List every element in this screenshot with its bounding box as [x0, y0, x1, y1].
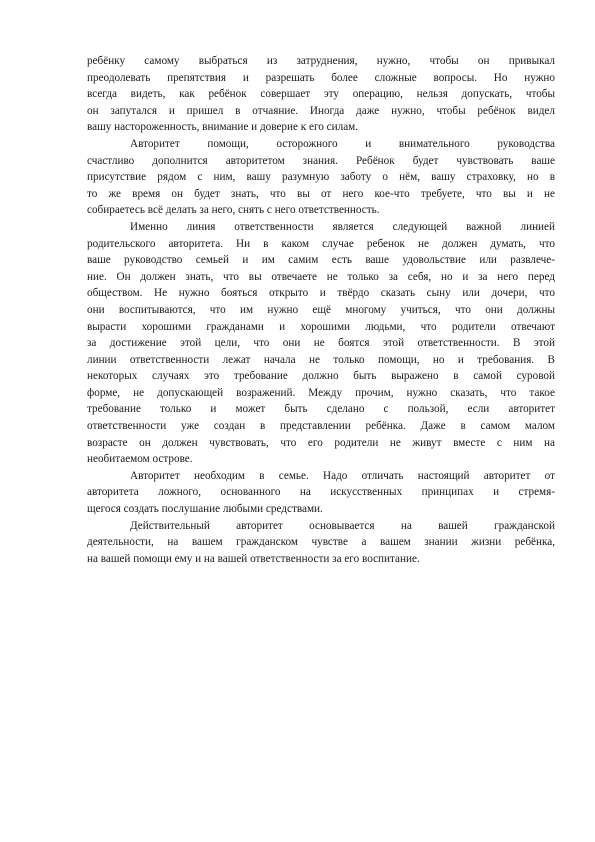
text-line: всегда видеть, как ребёнок совершает эту операцию, нельзя допускать, чтобы — [87, 88, 555, 101]
text-line: требование только и может быть сделано с пользой, если авторитет — [87, 403, 555, 416]
text-line: ребёнку самому выбраться из затруднения, нужно, чтобы он привыкал — [87, 55, 555, 67]
paragraph — [87, 136, 555, 219]
text-line: ние. Он должен знать, что вы отвечаете не только за себя, но и за него перед — [87, 270, 555, 283]
text-line: собираетесь всё делать за него, снять с него ответственность. — [87, 204, 380, 217]
text-line: Авторитет необходим в семье. Надо отличать настоящий авторитет от — [130, 469, 555, 482]
text-line: Действительный авторитет основывается на вашей гражданской — [130, 519, 555, 532]
text-line: счастливо дополнится авторитетом знания. Ребёнок будет чувствовать ваше — [87, 154, 555, 167]
text-line: необитаемом острове. — [87, 453, 193, 466]
text-line: на вашей помощи ему и на вашей ответственности за его воспитание. — [87, 552, 420, 565]
text-line: то же время он будет знать, что вы от него кое-что требуете, что вы и не — [87, 187, 555, 200]
text-line: возрасте он должен чувствовать, что его родители не живут вместе с ним на — [87, 436, 555, 449]
text-line: Авторитет помощи, осторожного и внимательного руководства — [130, 137, 555, 150]
text-line: они воспитываются, что им нужно ещё многому учиться, что они должны — [87, 303, 555, 316]
paragraph — [87, 219, 555, 468]
paragraph — [87, 518, 555, 568]
text-line: линии ответственности лежат начала не только помощи, но и требования. В — [87, 353, 555, 366]
text-line: деятельности, на вашем гражданском чувстве а вашем знании жизни ребёнка, — [87, 536, 555, 549]
text-line: авторитета ложного, основанного на искусственных принципах и стремя- — [87, 486, 555, 499]
paragraph — [87, 468, 555, 518]
text-line: он запутался и пришел в отчаяние. Иногда даже нужно, чтобы ребёнок видел — [87, 104, 555, 117]
paragraph — [87, 53, 555, 136]
document-body-text — [87, 53, 555, 567]
text-line: Именно линия ответственности является следующей важной линией — [130, 220, 555, 233]
text-line: некоторых случаях это требование должно быть выражено в самой суровой — [87, 370, 555, 383]
text-line: присутствие рядом с ним, вашу разумную заботу о нём, вашу страховку, но в — [87, 171, 555, 184]
text-line: преодолевать препятствия и разрешать более сложные вопросы. Но нужно — [87, 71, 555, 84]
text-line: обществом. Не нужно бояться открыто и твёрдо сказать сыну или дочери, что — [87, 287, 555, 300]
text-line: форме, не допускающей возражений. Между прочим, нужно сказать, что такое — [87, 386, 555, 399]
text-line: вырасти хорошими гражданами и хорошими людьми, что родители отвечают — [87, 320, 555, 333]
text-line: вашу настороженность, внимание и доверие к его силам. — [87, 121, 359, 134]
text-line: за достижение этой цели, что они не боятся этой ответственности. В этой — [87, 337, 555, 350]
text-line: щегося создать послушание любыми средствами. — [87, 503, 323, 516]
text-line: родительского авторитета. Ни в каком случае ребенок не должен думать, что — [87, 237, 555, 250]
text-line: ответственности уже создан в представлении ребёнка. Даже в самом малом — [87, 420, 555, 433]
text-line: ваше руководство семьей и им самим есть ваше удовольствие или развлече- — [87, 254, 555, 267]
